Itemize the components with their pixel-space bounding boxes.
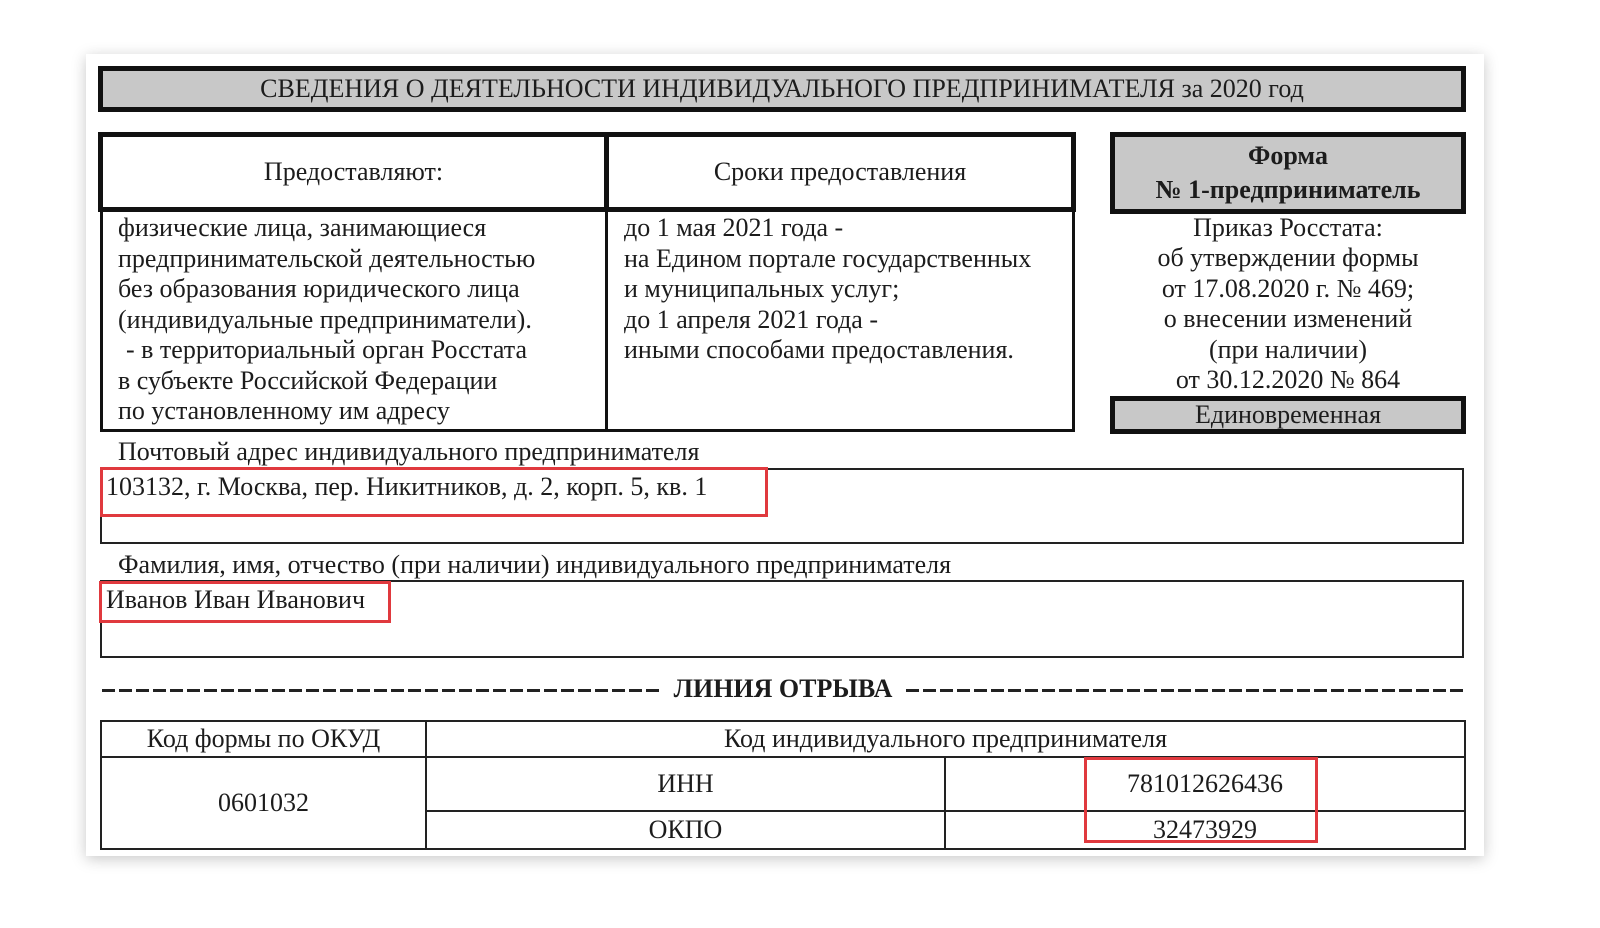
codes-highlight bbox=[1084, 757, 1318, 843]
full-name-label: Фамилия, имя, отчество (при наличии) индивидуального предпринимателя bbox=[118, 550, 952, 579]
order-line: Приказ Росстата: bbox=[1193, 213, 1383, 242]
postal-address-value: 103132, г. Москва, пер. Никитников, д. 2, корп. 5, кв. 1 bbox=[106, 472, 708, 501]
tear-line-label: ЛИНИЯ ОТРЫВА bbox=[673, 674, 893, 703]
okpo-value: 32473929 bbox=[945, 811, 1465, 849]
order-line: об утверждении формы bbox=[1157, 243, 1419, 273]
who-submits-text bbox=[118, 213, 535, 427]
codes-header-row bbox=[101, 721, 1465, 757]
entrepreneur-code-header: Код индивидуального предпринимателя bbox=[426, 721, 1465, 757]
submission-column-divider bbox=[605, 212, 608, 432]
okud-header: Код формы по ОКУД bbox=[101, 721, 426, 757]
deadline-line: до 1 мая 2021 года - bbox=[624, 213, 844, 242]
postal-address-label: Почтовый адрес индивидуального предпринимателя bbox=[118, 437, 700, 466]
okpo-label: ОКПО bbox=[426, 811, 945, 849]
deadline-line: иными способами предоставления. bbox=[624, 335, 1014, 364]
inn-value: 781012626436 bbox=[945, 757, 1465, 811]
who-line: по установленному им адресу bbox=[118, 396, 450, 425]
form-number-box bbox=[1110, 132, 1466, 214]
full-name-highlight bbox=[99, 581, 391, 623]
postal-address-highlight bbox=[100, 467, 768, 517]
who-line: (индивидуальные предприниматели). bbox=[118, 304, 532, 334]
who-line: без образования юридического лица bbox=[118, 274, 520, 303]
tear-line-left bbox=[102, 689, 660, 692]
who-line: в субъекте Российской Федерации bbox=[118, 365, 498, 395]
deadline-line: до 1 апреля 2021 года - bbox=[624, 304, 879, 334]
order-line: от 30.12.2020 № 864 bbox=[1175, 364, 1401, 394]
who-line: предпринимательской деятельностью bbox=[118, 243, 536, 273]
order-line: от 17.08.2020 г. № 469; bbox=[1161, 273, 1415, 303]
frequency-box: Единовременная bbox=[1110, 396, 1466, 434]
submission-table-header bbox=[98, 132, 1076, 212]
inn-label: ИНН bbox=[426, 757, 945, 811]
form-number: № 1-предприниматель bbox=[1155, 175, 1421, 204]
who-line: - в территориальный орган Росстата bbox=[126, 335, 528, 364]
deadline-text bbox=[624, 213, 1031, 366]
deadline-line: на Едином портале государственных bbox=[624, 243, 1032, 273]
full-name-value: Иванов Иван Иванович bbox=[106, 585, 366, 614]
form-label: Форма bbox=[1248, 141, 1328, 170]
tear-line-right bbox=[906, 689, 1466, 692]
order-line: (при наличии) bbox=[1208, 334, 1368, 364]
who-line: физические лица, занимающиеся bbox=[118, 213, 487, 242]
order-line: о внесении изменений bbox=[1163, 304, 1413, 334]
okud-value: 0601032 bbox=[101, 757, 426, 849]
deadline-header: Сроки предоставления bbox=[713, 157, 967, 186]
deadline-line: и муниципальных услуг; bbox=[624, 274, 900, 303]
document-title: СВЕДЕНИЯ О ДЕЯТЕЛЬНОСТИ ИНДИВИДУАЛЬНОГО ПРЕДПРИНИМАТЕЛЯ за 2020 год bbox=[98, 66, 1466, 112]
rosstat-order-text bbox=[1110, 213, 1466, 395]
who-submits-header: Предоставляют: bbox=[103, 137, 609, 207]
